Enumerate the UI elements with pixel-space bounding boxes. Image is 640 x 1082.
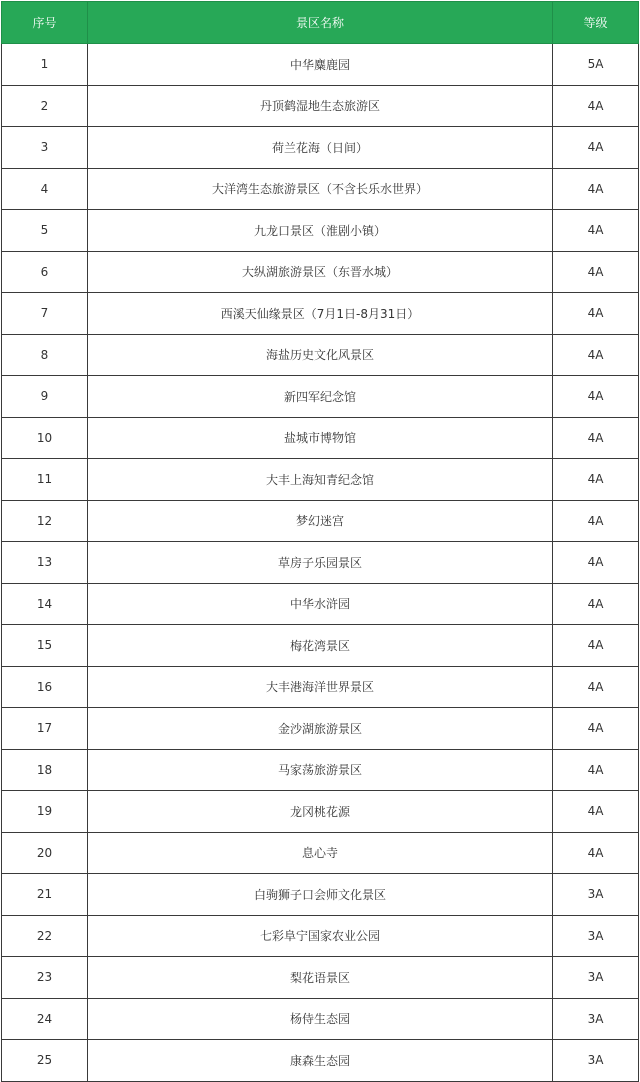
table-row [2, 251, 639, 293]
row-scenic-name-cell: 梦幻迷宫 [88, 500, 553, 542]
table-row [2, 998, 639, 1040]
row-index-cell: 13 [2, 542, 88, 584]
table-row [2, 915, 639, 957]
header-index: 序号 [2, 2, 88, 44]
table-row [2, 791, 639, 833]
table-row [2, 666, 639, 708]
row-scenic-name-cell: 大纵湖旅游景区（东晋水城） [88, 251, 553, 293]
row-scenic-name-cell: 海盐历史文化风景区 [88, 334, 553, 376]
row-grade-cell: 4A [553, 542, 639, 584]
row-index-cell: 5 [2, 210, 88, 252]
header-grade: 等级 [553, 2, 639, 44]
row-scenic-name-cell: 梅花湾景区 [88, 625, 553, 667]
table-row [2, 417, 639, 459]
row-index-cell: 21 [2, 874, 88, 916]
row-scenic-name-cell: 丹顶鹤湿地生态旅游区 [88, 85, 553, 127]
row-grade-cell: 4A [553, 127, 639, 169]
row-grade-cell: 3A [553, 998, 639, 1040]
row-scenic-name-cell: 金沙湖旅游景区 [88, 708, 553, 750]
row-index-cell: 7 [2, 293, 88, 335]
row-scenic-name-cell: 康森生态园 [88, 1040, 553, 1082]
table-row [2, 127, 639, 169]
row-index-cell: 24 [2, 998, 88, 1040]
row-grade-cell: 4A [553, 85, 639, 127]
scenic-spot-table [1, 1, 639, 1082]
row-index-cell: 10 [2, 417, 88, 459]
row-index-cell: 25 [2, 1040, 88, 1082]
row-grade-cell: 4A [553, 168, 639, 210]
table-row [2, 168, 639, 210]
row-scenic-name-cell: 西溪天仙缘景区（7月1日-8月31日） [88, 293, 553, 335]
table-row [2, 832, 639, 874]
row-grade-cell: 4A [553, 791, 639, 833]
row-grade-cell: 4A [553, 749, 639, 791]
row-scenic-name-cell: 大丰港海洋世界景区 [88, 666, 553, 708]
table-row [2, 874, 639, 916]
row-scenic-name-cell: 龙冈桃花源 [88, 791, 553, 833]
header-scenic-name: 景区名称 [88, 2, 553, 44]
table-row [2, 583, 639, 625]
row-grade-cell: 3A [553, 915, 639, 957]
table-row [2, 500, 639, 542]
row-grade-cell: 3A [553, 1040, 639, 1082]
row-grade-cell: 4A [553, 334, 639, 376]
row-index-cell: 22 [2, 915, 88, 957]
row-grade-cell: 4A [553, 251, 639, 293]
row-index-cell: 18 [2, 749, 88, 791]
table-row [2, 85, 639, 127]
table-row [2, 293, 639, 335]
row-grade-cell: 4A [553, 583, 639, 625]
row-scenic-name-cell: 中华水浒园 [88, 583, 553, 625]
table-row [2, 210, 639, 252]
row-index-cell: 1 [2, 44, 88, 86]
row-grade-cell: 4A [553, 459, 639, 501]
table-row [2, 957, 639, 999]
table-row [2, 1040, 639, 1082]
row-grade-cell: 5A [553, 44, 639, 86]
row-scenic-name-cell: 大丰上海知青纪念馆 [88, 459, 553, 501]
row-scenic-name-cell: 杨侍生态园 [88, 998, 553, 1040]
table-body [2, 44, 639, 1082]
row-scenic-name-cell: 七彩阜宁国家农业公园 [88, 915, 553, 957]
row-scenic-name-cell: 荷兰花海（日间） [88, 127, 553, 169]
row-index-cell: 8 [2, 334, 88, 376]
row-grade-cell: 4A [553, 708, 639, 750]
row-index-cell: 11 [2, 459, 88, 501]
row-scenic-name-cell: 梨花语景区 [88, 957, 553, 999]
row-scenic-name-cell: 盐城市博物馆 [88, 417, 553, 459]
row-scenic-name-cell: 中华麋鹿园 [88, 44, 553, 86]
row-index-cell: 9 [2, 376, 88, 418]
table-row [2, 459, 639, 501]
scenic-spot-table-container [1, 1, 638, 1082]
row-grade-cell: 4A [553, 210, 639, 252]
row-grade-cell: 4A [553, 832, 639, 874]
row-index-cell: 6 [2, 251, 88, 293]
row-index-cell: 12 [2, 500, 88, 542]
row-index-cell: 19 [2, 791, 88, 833]
row-index-cell: 14 [2, 583, 88, 625]
row-index-cell: 4 [2, 168, 88, 210]
row-grade-cell: 4A [553, 293, 639, 335]
row-grade-cell: 4A [553, 666, 639, 708]
table-row [2, 708, 639, 750]
table-header-row [2, 2, 639, 44]
row-scenic-name-cell: 白驹狮子口会师文化景区 [88, 874, 553, 916]
table-row [2, 376, 639, 418]
row-index-cell: 20 [2, 832, 88, 874]
row-index-cell: 23 [2, 957, 88, 999]
row-grade-cell: 4A [553, 625, 639, 667]
row-index-cell: 17 [2, 708, 88, 750]
table-row [2, 542, 639, 584]
row-grade-cell: 4A [553, 376, 639, 418]
table-row [2, 44, 639, 86]
row-index-cell: 3 [2, 127, 88, 169]
row-scenic-name-cell: 息心寺 [88, 832, 553, 874]
row-scenic-name-cell: 新四军纪念馆 [88, 376, 553, 418]
table-row [2, 334, 639, 376]
row-scenic-name-cell: 大洋湾生态旅游景区（不含长乐水世界） [88, 168, 553, 210]
table-row [2, 749, 639, 791]
table-row [2, 625, 639, 667]
row-grade-cell: 3A [553, 957, 639, 999]
row-index-cell: 15 [2, 625, 88, 667]
row-scenic-name-cell: 草房子乐园景区 [88, 542, 553, 584]
row-grade-cell: 4A [553, 500, 639, 542]
row-index-cell: 2 [2, 85, 88, 127]
row-scenic-name-cell: 九龙口景区（淮剧小镇） [88, 210, 553, 252]
row-index-cell: 16 [2, 666, 88, 708]
row-grade-cell: 4A [553, 417, 639, 459]
row-grade-cell: 3A [553, 874, 639, 916]
row-scenic-name-cell: 马家荡旅游景区 [88, 749, 553, 791]
